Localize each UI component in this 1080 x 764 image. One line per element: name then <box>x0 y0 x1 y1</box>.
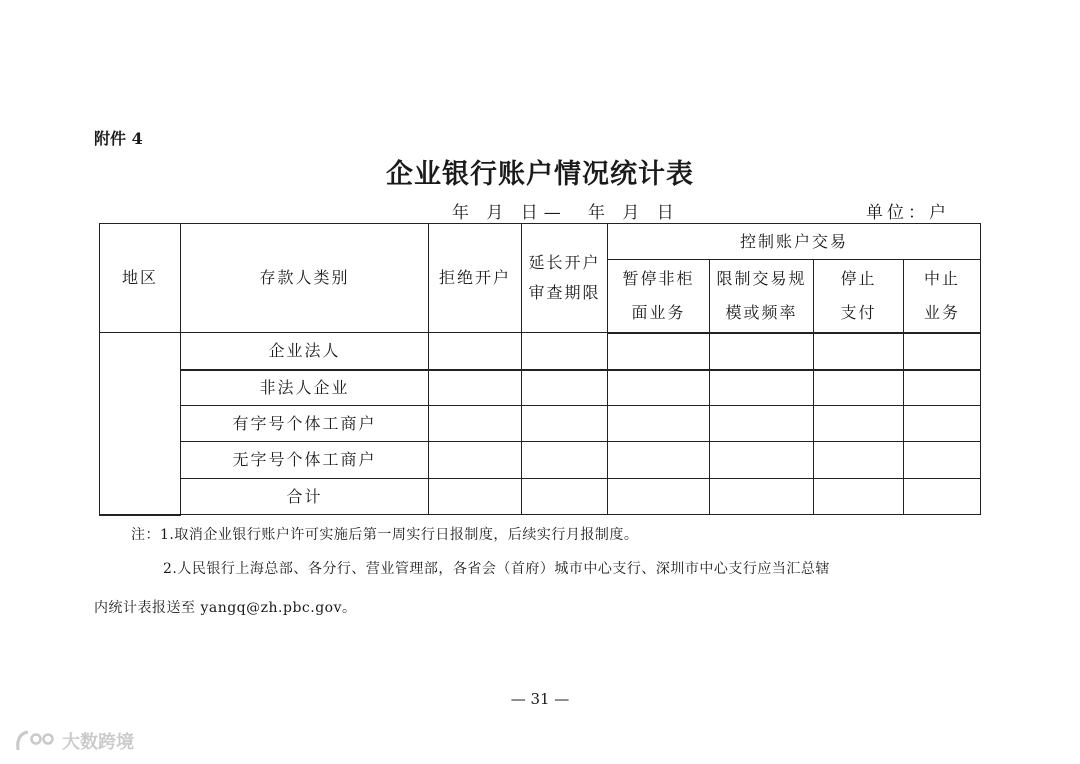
header-business-line1: 中止 <box>924 268 961 288</box>
page-number: — 31 — <box>510 690 570 708</box>
table-row <box>100 406 981 442</box>
header-business-line2: 业务 <box>924 302 961 322</box>
header-suspend-line1: 暂停非柜 <box>622 268 695 288</box>
date-range-start: 年 月 日— <box>452 203 567 223</box>
row-label: 无字号个体工商户 <box>181 442 429 479</box>
watermark-text: 大数跨境 <box>62 732 134 753</box>
header-refuse-open: 拒绝开户 <box>429 224 522 333</box>
header-stop-line1: 停止 <box>840 268 877 288</box>
header-stop-payment <box>814 260 904 333</box>
note-2-continued: 内统计表报送至 yangq@zh.pbc.gov。 <box>94 600 357 616</box>
unit-label: 单位：户 <box>866 203 950 223</box>
statistics-table <box>99 223 981 516</box>
header-suspend-noncounter <box>608 260 710 333</box>
watermark-logo <box>14 728 134 754</box>
table-row <box>100 442 981 479</box>
header-control-group: 控制账户交易 <box>608 224 981 260</box>
header-region: 地区 <box>100 224 181 333</box>
document-title: 企业银行账户情况统计表 <box>386 159 694 190</box>
header-extend-review-line2: 审查期限 <box>528 283 601 302</box>
table-row <box>100 370 981 406</box>
note-1: 注：1.取消企业银行账户许可实施后第一周实行日报制度，后续实行月报制度。 <box>131 527 639 543</box>
header-suspend-line2: 面业务 <box>631 302 686 322</box>
row-label: 非法人企业 <box>181 370 429 406</box>
table-row-total <box>100 479 981 515</box>
row-label: 企业法人 <box>181 333 429 370</box>
header-suspend-business <box>904 260 981 333</box>
header-extend-review <box>522 224 608 333</box>
date-range-end: 年 月 日 <box>588 203 680 223</box>
table-row <box>100 333 981 370</box>
attachment-label: 附件 4 <box>94 129 143 148</box>
header-stop-line2: 支付 <box>840 302 877 322</box>
note-2: 2.人民银行上海总部、各分行、营业管理部，各省会（首府）城市中心支行、深圳市中心支行应当汇总辖 <box>163 561 830 577</box>
header-limit-frequency <box>710 260 814 333</box>
row-label: 有字号个体工商户 <box>181 406 429 442</box>
header-limit-line1: 限制交易规 <box>716 268 807 288</box>
header-limit-line2: 模或频率 <box>725 302 798 322</box>
row-label-total: 合计 <box>181 479 429 515</box>
header-depositor-type: 存款人类别 <box>181 224 429 333</box>
header-extend-review-line1: 延长开户 <box>528 253 601 272</box>
region-cell <box>100 333 181 515</box>
watermark-icon <box>14 728 58 754</box>
